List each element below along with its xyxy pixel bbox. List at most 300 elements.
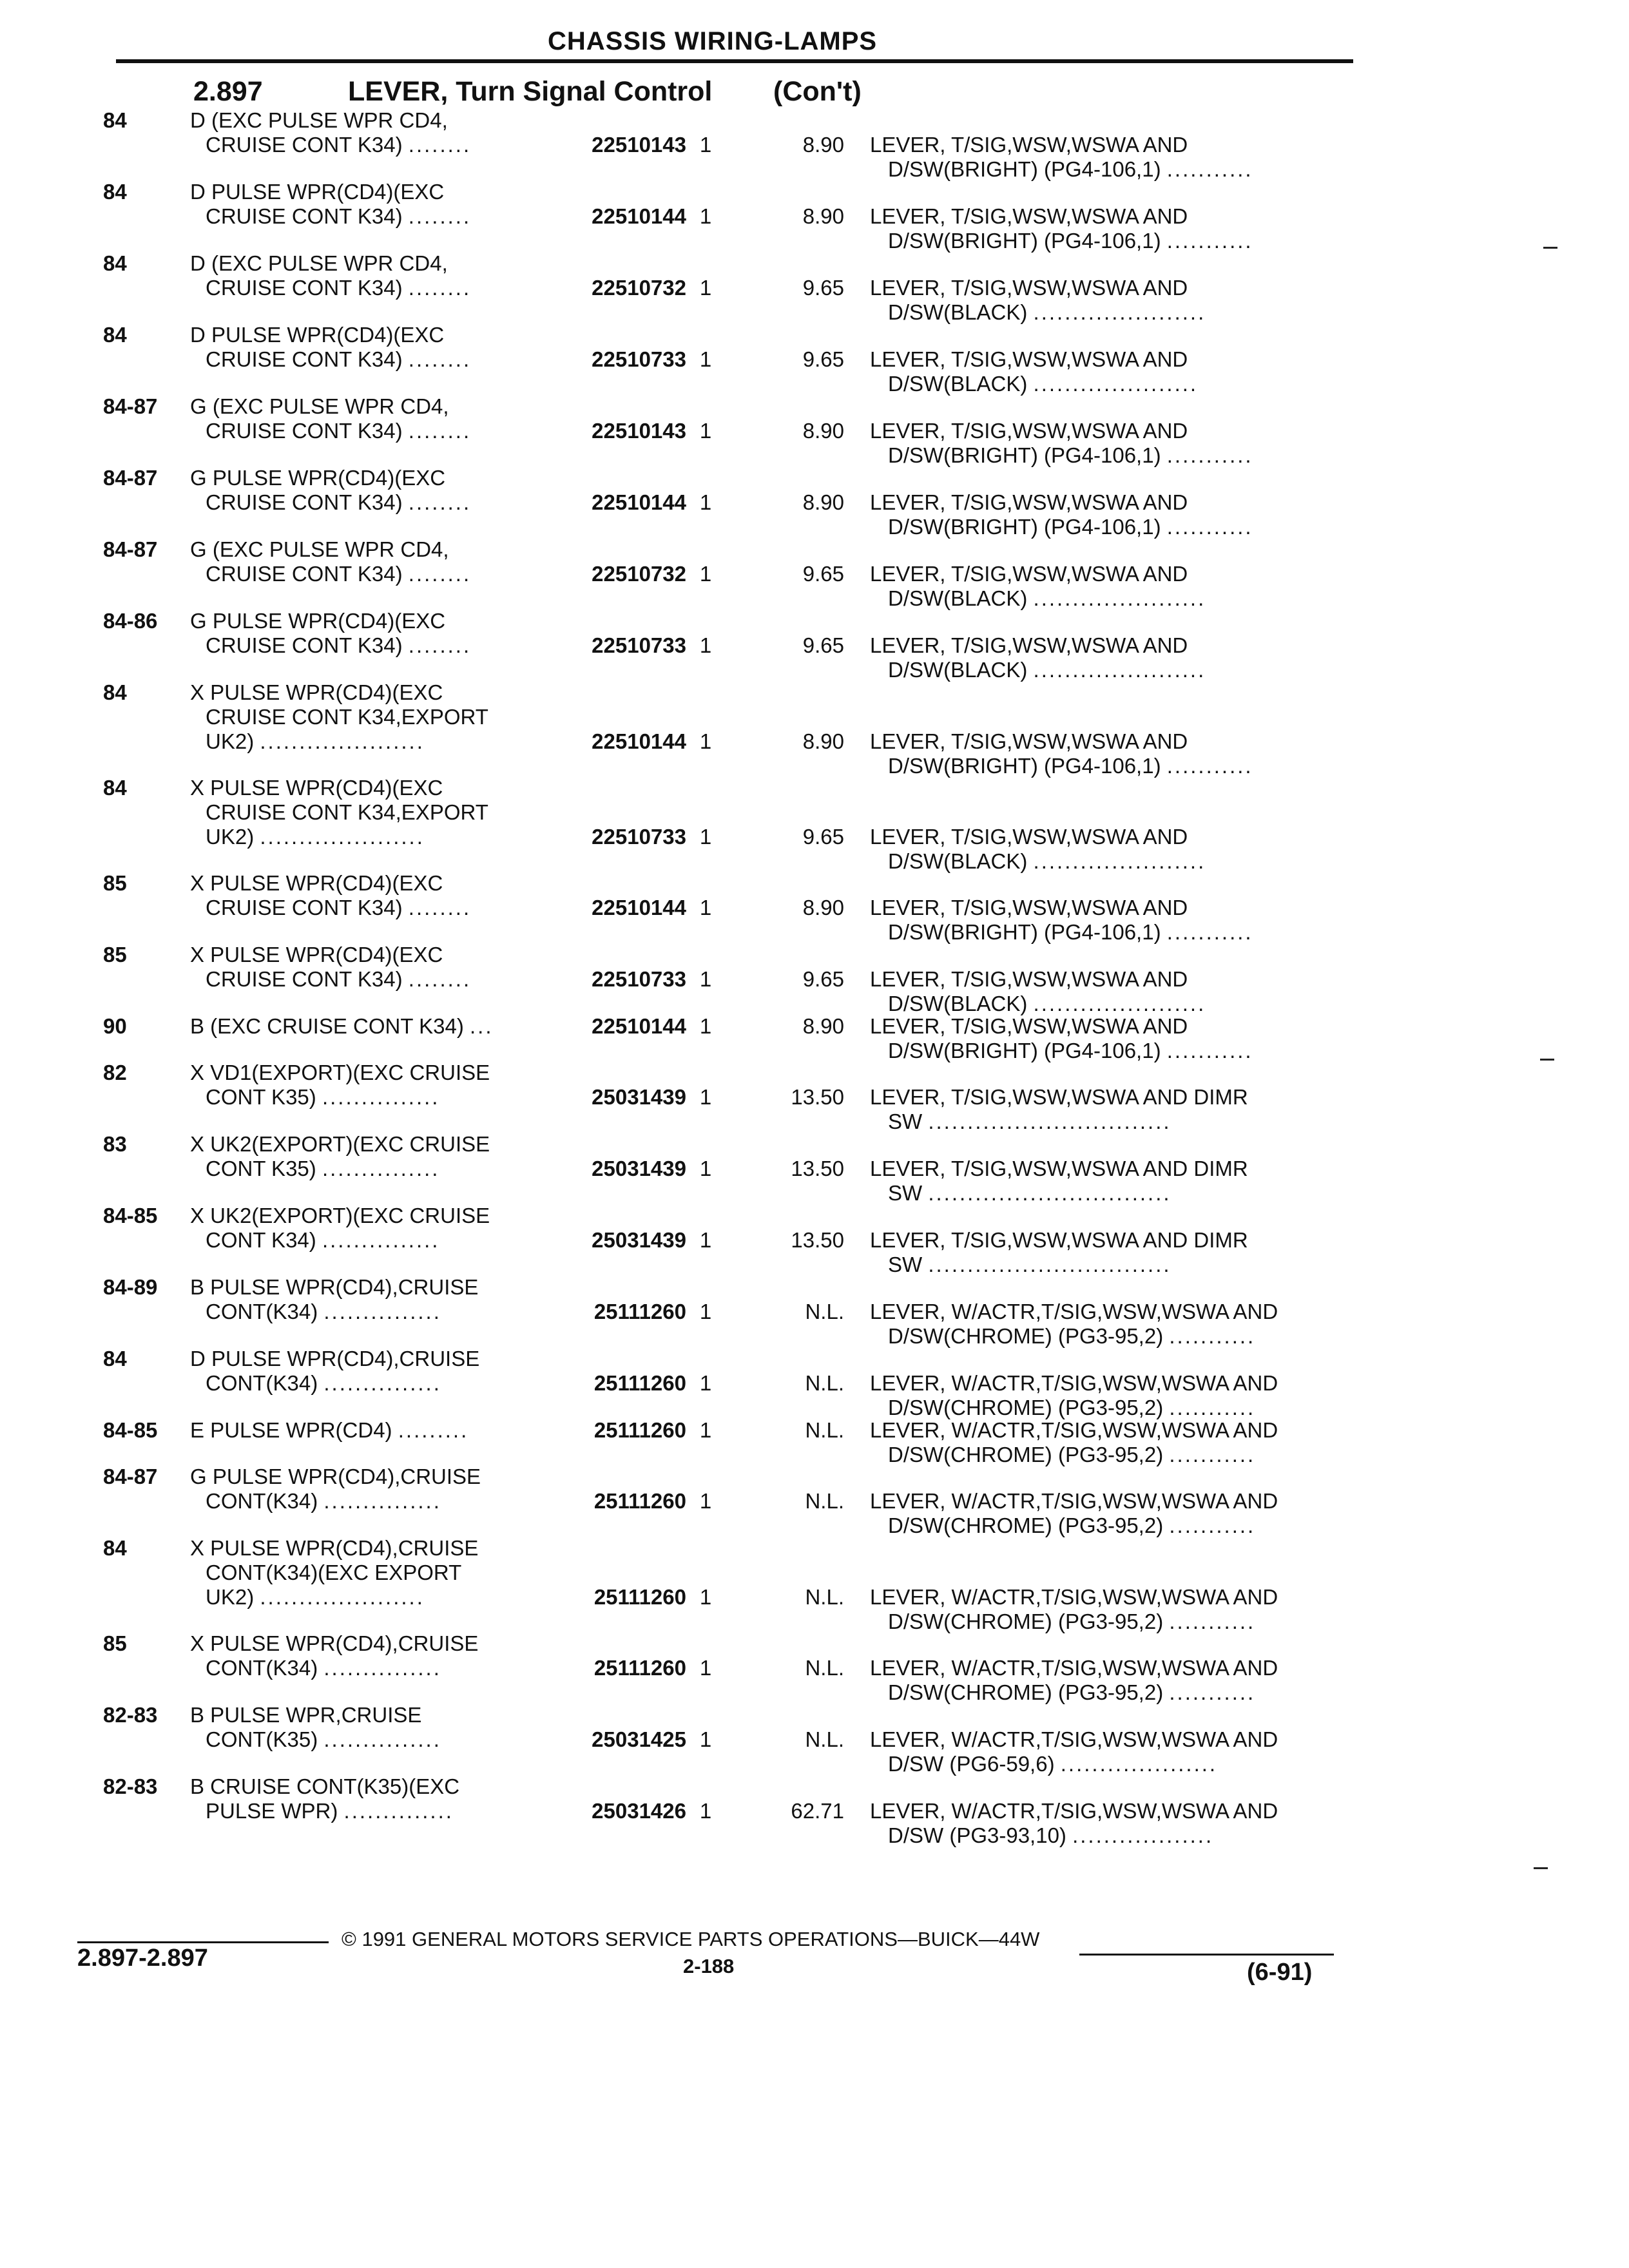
description-line — [190, 1275, 551, 1300]
dot-leader: ........... — [1169, 1324, 1256, 1348]
part-description-text: D/SW(BLACK) — [888, 992, 1028, 1015]
part-number: 22510732 — [592, 276, 686, 300]
part-description-line — [870, 1610, 1360, 1634]
dot-leader: ..................... — [260, 825, 425, 849]
application-description — [190, 1631, 551, 1680]
part-description-line — [870, 1799, 1360, 1823]
model-year: 85 — [103, 1631, 127, 1655]
price: 8.90 — [802, 419, 844, 443]
part-description-line — [870, 1253, 1360, 1277]
dot-leader: ............... — [322, 1085, 440, 1109]
footer-copyright: © 1991 GENERAL MOTORS SERVICE PARTS OPERATIONS—BUICK—44W — [342, 1928, 1040, 1950]
section-number: 2.897 — [193, 76, 263, 107]
dot-leader: ............................... — [928, 1110, 1171, 1133]
part-number: 25111260 — [593, 1371, 686, 1395]
description-text: B CRUISE CONT(K35)(EXC — [190, 1774, 460, 1798]
dot-leader: ........... — [1166, 920, 1253, 944]
description-line — [190, 323, 551, 347]
dot-leader: ..................... — [260, 729, 425, 753]
description-text: X UK2(EXPORT)(EXC CRUISE — [190, 1132, 490, 1156]
part-description-line — [870, 1823, 1360, 1848]
description-line — [190, 633, 551, 658]
part-number: 22510144 — [592, 896, 686, 919]
table-row — [0, 1774, 1629, 1865]
part-description — [870, 1228, 1360, 1277]
description-line — [190, 1371, 551, 1396]
description-line — [190, 347, 551, 372]
model-year: 84-87 — [103, 1465, 158, 1488]
price: 9.65 — [802, 276, 844, 300]
description-line — [190, 1489, 551, 1514]
description-line — [190, 800, 551, 825]
description-text: X PULSE WPR(CD4),CRUISE — [190, 1536, 479, 1560]
model-year: 84-87 — [103, 394, 158, 418]
part-description-line — [870, 1324, 1360, 1349]
dot-leader: ........ — [408, 204, 472, 228]
price: 8.90 — [802, 490, 844, 514]
part-description-text: D/SW(BRIGHT) (PG4-106,1) — [888, 443, 1161, 467]
description-text: X PULSE WPR(CD4)(EXC — [190, 871, 443, 895]
part-description-text: LEVER, T/SIG,WSW,WSWA AND — [870, 133, 1188, 157]
part-number: 22510733 — [592, 825, 686, 849]
part-description-text: D/SW(BRIGHT) (PG4-106,1) — [888, 229, 1161, 253]
description-text: CRUISE CONT K34) — [206, 633, 403, 657]
description-text: X UK2(EXPORT)(EXC CRUISE — [190, 1204, 490, 1227]
part-number: 22510144 — [592, 729, 686, 753]
part-description-text: LEVER, T/SIG,WSW,WSWA AND — [870, 204, 1188, 228]
description-line — [190, 1014, 551, 1039]
dot-leader: ........... — [1169, 1610, 1256, 1633]
description-text: UK2) — [206, 729, 255, 753]
dot-leader: ........ — [408, 419, 472, 443]
part-description — [870, 347, 1360, 396]
description-line — [190, 1204, 551, 1228]
description-text: CRUISE CONT K34) — [206, 419, 403, 443]
application-description — [190, 609, 551, 658]
dot-leader: ............... — [322, 1157, 440, 1180]
description-text: CONT(K34)(EXC EXPORT — [206, 1561, 462, 1584]
price: 9.65 — [802, 633, 844, 657]
part-description-text: LEVER, T/SIG,WSW,WSWA AND — [870, 825, 1188, 849]
quantity: 1 — [699, 633, 712, 657]
price: 13.50 — [791, 1157, 844, 1180]
description-text: CRUISE CONT K34) — [206, 490, 403, 514]
description-text: CONT(K34) — [206, 1300, 318, 1323]
application-description — [190, 1061, 551, 1110]
footer-date-code: (6-91) — [1247, 1959, 1313, 1986]
part-description-text: LEVER, W/ACTR,T/SIG,WSW,WSWA AND — [870, 1585, 1278, 1609]
description-line — [190, 729, 551, 754]
description-line — [190, 1774, 551, 1799]
description-line — [190, 1418, 551, 1443]
description-line — [190, 490, 551, 515]
quantity: 1 — [699, 1585, 712, 1609]
part-description — [870, 419, 1360, 468]
part-description-text: D/SW(BLACK) — [888, 300, 1028, 324]
part-description — [870, 825, 1360, 874]
part-description-text: LEVER, T/SIG,WSW,WSWA AND DIMR — [870, 1228, 1248, 1252]
quantity: 1 — [699, 1228, 712, 1252]
part-description-line — [870, 372, 1360, 396]
dot-leader: .................. — [1072, 1823, 1214, 1847]
quantity: 1 — [699, 1085, 712, 1109]
price: 62.71 — [791, 1799, 844, 1823]
description-text: CRUISE CONT K34) — [206, 276, 403, 300]
description-text: CONT(K35) — [206, 1727, 318, 1751]
model-year: 85 — [103, 871, 127, 895]
part-description-text: D/SW(BLACK) — [888, 658, 1028, 682]
quantity: 1 — [699, 490, 712, 514]
price: 8.90 — [802, 1014, 844, 1038]
part-description-text: LEVER, T/SIG,WSW,WSWA AND — [870, 490, 1188, 514]
description-text: G PULSE WPR(CD4)(EXC — [190, 466, 446, 490]
part-description-line — [870, 1443, 1360, 1467]
dot-leader: ........... — [1166, 1039, 1253, 1062]
dot-leader: ........... — [1166, 443, 1253, 467]
quantity: 1 — [699, 1371, 712, 1395]
part-description-line — [870, 562, 1360, 586]
application-description — [190, 943, 551, 992]
part-description-text: D/SW(CHROME) (PG3-95,2) — [888, 1610, 1164, 1633]
dot-leader: ........... — [1166, 754, 1253, 778]
part-description — [870, 1157, 1360, 1206]
part-description — [870, 204, 1360, 253]
part-description — [870, 1727, 1360, 1776]
dot-leader: ........ — [408, 133, 472, 157]
description-text: G PULSE WPR(CD4)(EXC — [190, 609, 446, 633]
description-line — [190, 943, 551, 967]
description-text: X PULSE WPR(CD4)(EXC — [190, 680, 443, 704]
model-year: 84 — [103, 180, 127, 204]
part-description-line — [870, 300, 1360, 325]
description-text: B (EXC CRUISE CONT K34) — [190, 1014, 464, 1038]
part-description-text: D/SW(BLACK) — [888, 586, 1028, 610]
dot-leader: ............................... — [928, 1181, 1171, 1205]
part-description-line — [870, 347, 1360, 372]
description-line — [190, 1300, 551, 1324]
description-text: CRUISE CONT K34) — [206, 133, 403, 157]
description-line — [190, 1465, 551, 1489]
part-description — [870, 1014, 1360, 1063]
part-description-text: LEVER, W/ACTR,T/SIG,WSW,WSWA AND — [870, 1300, 1278, 1323]
part-description-line — [870, 825, 1360, 849]
dot-leader: ............... — [323, 1656, 441, 1680]
description-line — [190, 967, 551, 992]
part-description — [870, 1418, 1360, 1467]
part-number: 22510143 — [592, 419, 686, 443]
part-description-line — [870, 490, 1360, 515]
part-description-text: D/SW(CHROME) (PG3-95,2) — [888, 1443, 1164, 1466]
description-text: CRUISE CONT K34,EXPORT — [206, 705, 488, 729]
part-number: 25031439 — [592, 1085, 686, 1109]
price: N.L. — [805, 1489, 844, 1513]
model-year: 82-83 — [103, 1703, 158, 1727]
description-line — [190, 680, 551, 705]
part-number: 22510733 — [592, 347, 686, 371]
dot-leader: ........ — [408, 967, 472, 991]
page-header-title: CHASSIS WIRING-LAMPS — [548, 27, 878, 55]
dot-leader: ........... — [1166, 229, 1253, 253]
price: N.L. — [805, 1656, 844, 1680]
description-text: G (EXC PULSE WPR CD4, — [190, 537, 449, 561]
dot-leader: ...................... — [1033, 586, 1206, 610]
part-description-line — [870, 849, 1360, 874]
application-description — [190, 871, 551, 920]
application-description — [190, 1536, 551, 1610]
description-line — [190, 609, 551, 633]
description-text: CRUISE CONT K34) — [206, 204, 403, 228]
description-line — [190, 1157, 551, 1181]
description-text: X PULSE WPR(CD4)(EXC — [190, 776, 443, 800]
description-line — [190, 1799, 551, 1823]
part-description — [870, 1489, 1360, 1538]
dot-leader: ...................... — [1033, 658, 1206, 682]
part-description-text: LEVER, W/ACTR,T/SIG,WSW,WSWA AND — [870, 1371, 1278, 1395]
part-description-line — [870, 729, 1360, 754]
model-year: 82 — [103, 1061, 127, 1084]
part-number: 25111260 — [593, 1418, 686, 1442]
table-row — [0, 776, 1629, 873]
dot-leader: ........ — [408, 490, 472, 514]
quantity: 1 — [699, 347, 712, 371]
description-line — [190, 276, 551, 300]
description-text: CONT(K34) — [206, 1371, 318, 1395]
part-description-text: LEVER, T/SIG,WSW,WSWA AND — [870, 633, 1188, 657]
part-description-text: LEVER, T/SIG,WSW,WSWA AND — [870, 1014, 1188, 1038]
part-description-line — [870, 1300, 1360, 1324]
description-text: D (EXC PULSE WPR CD4, — [190, 108, 448, 132]
description-line — [190, 1228, 551, 1253]
description-text: CRUISE CONT K34,EXPORT — [206, 800, 488, 824]
dot-leader: .............. — [343, 1799, 454, 1823]
part-description-line — [870, 204, 1360, 229]
description-text: G PULSE WPR(CD4),CRUISE — [190, 1465, 481, 1488]
price: 9.65 — [802, 967, 844, 991]
part-description-line — [870, 633, 1360, 658]
description-line — [190, 562, 551, 586]
description-text: CONT K34) — [206, 1228, 316, 1252]
part-description-text: LEVER, T/SIG,WSW,WSWA AND — [870, 347, 1188, 371]
description-line — [190, 1536, 551, 1561]
quantity: 1 — [699, 276, 712, 300]
part-number: 22510733 — [592, 967, 686, 991]
description-line — [190, 1656, 551, 1680]
part-number: 22510732 — [592, 562, 686, 586]
model-year: 82-83 — [103, 1774, 158, 1798]
application-description — [190, 1275, 551, 1324]
part-description-line — [870, 157, 1360, 182]
part-description-line — [870, 515, 1360, 539]
quantity: 1 — [699, 1799, 712, 1823]
part-description-line — [870, 1014, 1360, 1039]
part-description-line — [870, 419, 1360, 443]
price: N.L. — [805, 1371, 844, 1395]
application-description — [190, 1347, 551, 1396]
footer-rule — [1079, 1954, 1334, 1956]
application-description — [190, 537, 551, 586]
part-description-text: LEVER, T/SIG,WSW,WSWA AND — [870, 562, 1188, 586]
application-description — [190, 680, 551, 754]
model-year: 84-86 — [103, 609, 158, 633]
price: 8.90 — [802, 133, 844, 157]
part-number: 22510144 — [592, 204, 686, 228]
description-line — [190, 1347, 551, 1371]
application-description — [190, 180, 551, 229]
section-title: LEVER, Turn Signal Control — [348, 76, 713, 107]
price: 8.90 — [802, 729, 844, 753]
part-description — [870, 729, 1360, 778]
dot-leader: ......... — [398, 1418, 469, 1442]
application-description — [190, 1703, 551, 1752]
part-description-line — [870, 443, 1360, 468]
model-year: 85 — [103, 943, 127, 966]
part-description-text: SW — [888, 1181, 923, 1205]
part-description-line — [870, 1585, 1360, 1610]
description-line — [190, 466, 551, 490]
part-description-line — [870, 1157, 1360, 1181]
part-description-text: LEVER, W/ACTR,T/SIG,WSW,WSWA AND — [870, 1656, 1278, 1680]
quantity: 1 — [699, 967, 712, 991]
description-text: CRUISE CONT K34) — [206, 896, 403, 919]
part-description-line — [870, 658, 1360, 682]
dot-leader: .................... — [1060, 1752, 1218, 1776]
description-line — [190, 180, 551, 204]
description-text: CRUISE CONT K34) — [206, 347, 403, 371]
description-line — [190, 1561, 551, 1585]
part-description-text: D/SW(BRIGHT) (PG4-106,1) — [888, 1039, 1161, 1062]
application-description — [190, 1204, 551, 1253]
description-text: CRUISE CONT K34) — [206, 967, 403, 991]
part-description-text: LEVER, W/ACTR,T/SIG,WSW,WSWA AND — [870, 1418, 1278, 1442]
part-description-line — [870, 1489, 1360, 1514]
quantity: 1 — [699, 562, 712, 586]
model-year: 84 — [103, 251, 127, 275]
description-text: CONT(K34) — [206, 1489, 318, 1513]
application-description — [190, 1014, 551, 1039]
model-year: 84 — [103, 1347, 127, 1370]
dot-leader: ........ — [408, 276, 472, 300]
dot-leader: ........ — [408, 896, 472, 919]
model-year: 84-87 — [103, 466, 158, 490]
part-description-text: LEVER, T/SIG,WSW,WSWA AND DIMR — [870, 1157, 1248, 1180]
description-line — [190, 705, 551, 729]
margin-tick — [1534, 1867, 1548, 1869]
model-year: 84 — [103, 108, 127, 132]
part-description — [870, 133, 1360, 182]
part-description-line — [870, 1110, 1360, 1134]
part-description-text: LEVER, T/SIG,WSW,WSWA AND — [870, 967, 1188, 991]
dot-leader: ............................... — [928, 1253, 1171, 1276]
quantity: 1 — [699, 1489, 712, 1513]
part-description-text: LEVER, W/ACTR,T/SIG,WSW,WSWA AND — [870, 1799, 1278, 1823]
application-description — [190, 1465, 551, 1514]
price: 8.90 — [802, 896, 844, 919]
part-description-line — [870, 967, 1360, 992]
description-line — [190, 896, 551, 920]
part-description-text: D/SW(BRIGHT) (PG4-106,1) — [888, 754, 1161, 778]
description-line — [190, 1132, 551, 1157]
part-description-text: D/SW(CHROME) (PG3-95,2) — [888, 1680, 1164, 1704]
quantity: 1 — [699, 419, 712, 443]
description-line — [190, 204, 551, 229]
part-description-line — [870, 1396, 1360, 1420]
description-line — [190, 871, 551, 896]
model-year: 84 — [103, 776, 127, 800]
description-line — [190, 419, 551, 443]
part-number: 25031426 — [592, 1799, 686, 1823]
part-description-line — [870, 1656, 1360, 1680]
description-line — [190, 1585, 551, 1610]
part-description — [870, 967, 1360, 1016]
dot-leader: ........ — [408, 347, 472, 371]
quantity: 1 — [699, 1418, 712, 1442]
application-description — [190, 323, 551, 372]
price: 8.90 — [802, 204, 844, 228]
part-description-line — [870, 754, 1360, 778]
margin-tick — [1540, 1059, 1554, 1061]
part-number: 22510143 — [592, 133, 686, 157]
footer-rule — [77, 1941, 329, 1943]
part-number: 25031425 — [592, 1727, 686, 1751]
part-description — [870, 633, 1360, 682]
part-description-text: D/SW(CHROME) (PG3-95,2) — [888, 1396, 1164, 1419]
description-text: D PULSE WPR(CD4)(EXC — [190, 180, 445, 204]
part-description-text: D/SW(BRIGHT) (PG4-106,1) — [888, 920, 1161, 944]
part-description-line — [870, 1727, 1360, 1752]
part-number: 22510144 — [592, 1014, 686, 1038]
quantity: 1 — [699, 1656, 712, 1680]
dot-leader: ............... — [322, 1228, 440, 1252]
application-description — [190, 776, 551, 849]
dot-leader: ........... — [1169, 1680, 1256, 1704]
dot-leader: ... — [469, 1014, 494, 1038]
description-text: G (EXC PULSE WPR CD4, — [190, 394, 449, 418]
part-number: 22510733 — [592, 633, 686, 657]
model-year: 90 — [103, 1014, 127, 1038]
part-description — [870, 1656, 1360, 1705]
part-number: 25111260 — [593, 1585, 686, 1609]
model-year: 84 — [103, 1536, 127, 1560]
description-line — [190, 825, 551, 849]
dot-leader: ...................... — [1033, 849, 1206, 873]
description-text: PULSE WPR) — [206, 1799, 338, 1823]
part-description-text: D/SW(BRIGHT) (PG4-106,1) — [888, 515, 1161, 539]
part-description-text: D/SW(BLACK) — [888, 849, 1028, 873]
part-description-line — [870, 1514, 1360, 1538]
part-description-text: LEVER, W/ACTR,T/SIG,WSW,WSWA AND — [870, 1489, 1278, 1513]
price: 9.65 — [802, 562, 844, 586]
price: 13.50 — [791, 1228, 844, 1252]
part-description-text: LEVER, T/SIG,WSW,WSWA AND — [870, 896, 1188, 919]
description-line — [190, 1631, 551, 1656]
quantity: 1 — [699, 1300, 712, 1323]
dot-leader: ............... — [323, 1727, 441, 1751]
header-rule — [116, 59, 1353, 63]
model-year: 84 — [103, 323, 127, 347]
part-description — [870, 490, 1360, 539]
description-text: X PULSE WPR(CD4)(EXC — [190, 943, 443, 966]
dot-leader: ........ — [408, 633, 472, 657]
application-description — [190, 108, 551, 157]
application-description — [190, 1132, 551, 1181]
description-text: UK2) — [206, 1585, 255, 1609]
part-description — [870, 1585, 1360, 1634]
price: N.L. — [805, 1727, 844, 1751]
price: 9.65 — [802, 347, 844, 371]
part-description-text: D/SW(CHROME) (PG3-95,2) — [888, 1514, 1164, 1537]
description-line — [190, 776, 551, 800]
application-description — [190, 251, 551, 300]
